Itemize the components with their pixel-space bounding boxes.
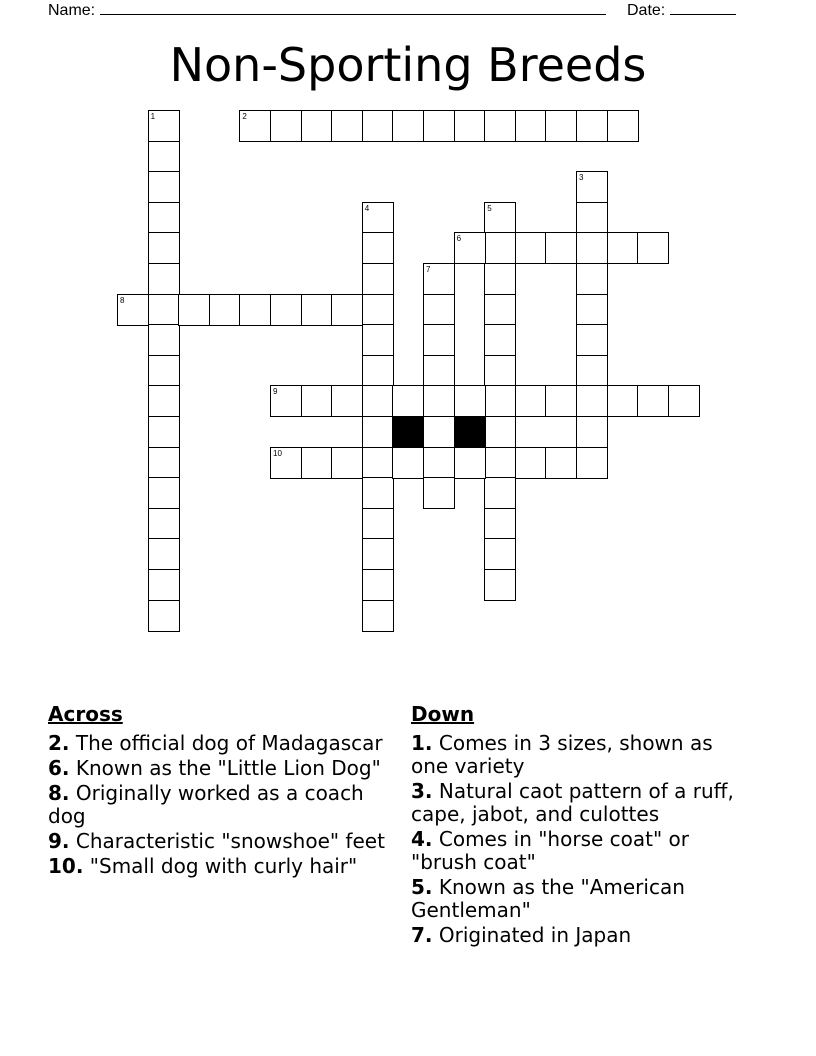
crossword-cell[interactable] [637, 385, 669, 417]
cell-number: 1 [150, 112, 156, 121]
crossword-cell[interactable] [362, 324, 394, 356]
page-title: Non-Sporting Breeds [169, 38, 647, 92]
crossword-cell[interactable] [484, 355, 516, 387]
crossword-cell[interactable] [576, 232, 608, 264]
crossword-cell[interactable] [545, 110, 577, 142]
crossword-cell[interactable] [362, 110, 394, 142]
clue-number: 10. [48, 854, 84, 878]
crossword-cell[interactable] [331, 385, 363, 417]
crossword-cell[interactable] [270, 110, 302, 142]
crossword-cell[interactable] [148, 324, 180, 356]
clue-text: Originated in Japan [432, 923, 632, 947]
clue-text: The official dog of Madagascar [69, 731, 383, 755]
crossword-cell[interactable] [423, 447, 455, 479]
crossword-cell[interactable] [148, 477, 180, 509]
cell-number: 7 [426, 265, 431, 274]
crossword-cell[interactable] [392, 110, 424, 142]
crossword-cell[interactable] [148, 294, 180, 326]
crossword-cell[interactable] [148, 263, 180, 295]
crossword-cell[interactable] [423, 263, 455, 295]
down-clue [411, 780, 751, 826]
down-clue [411, 924, 751, 947]
crossword-cell[interactable] [576, 324, 608, 356]
crossword-cell[interactable] [362, 447, 394, 479]
clue-number: 2. [48, 731, 70, 755]
crossword-cell[interactable] [148, 447, 180, 479]
crossword-cell[interactable] [484, 110, 516, 142]
crossword-cell[interactable] [454, 447, 486, 479]
crossword-cell[interactable] [423, 110, 455, 142]
crossword-cell[interactable] [515, 232, 547, 264]
crossword-cell[interactable] [637, 232, 669, 264]
crossword-cell[interactable] [454, 385, 486, 417]
cell-number: 8 [120, 295, 125, 305]
cell-number: 10 [273, 448, 282, 458]
crossword-cell[interactable] [331, 110, 363, 142]
crossword-cell[interactable] [270, 294, 302, 326]
crossword-cell[interactable] [423, 355, 455, 387]
clue-text: Known as the "Little Lion Dog" [69, 756, 381, 780]
crossword-cell[interactable] [423, 416, 455, 448]
cell-number: 4 [364, 203, 370, 213]
crossword-cell[interactable] [454, 110, 486, 142]
crossword-cell[interactable] [484, 447, 516, 479]
crossword-cell[interactable] [239, 294, 271, 326]
crossword-cell[interactable] [545, 385, 577, 417]
cell-number: 6 [456, 234, 462, 244]
crossword-cell[interactable] [362, 600, 394, 632]
crossword-cell[interactable] [148, 110, 180, 142]
crossword-cell[interactable] [607, 385, 639, 417]
clue-text: Comes in "horse coat" or "brush coat" [411, 827, 689, 874]
crossword-cell[interactable] [209, 294, 241, 326]
clue-number: 6. [48, 756, 70, 780]
crossword-cell[interactable] [515, 385, 547, 417]
crossword-cell[interactable] [576, 355, 608, 387]
crossword-cell[interactable] [576, 202, 608, 234]
clue-text: Originally worked as a coach dog [48, 781, 364, 828]
down-clue [411, 876, 751, 922]
clue-number: 9. [48, 829, 70, 853]
crossword-cell[interactable] [362, 416, 394, 448]
crossword-cell[interactable] [362, 355, 394, 387]
crossword-cell[interactable] [576, 416, 608, 448]
crossword-cell[interactable] [148, 569, 180, 601]
clue-text: Natural caot pattern of a ruff, cape, jabot, and culottes [411, 779, 734, 826]
clue-text: "Small dog with curly hair" [83, 854, 358, 878]
crossword-cell[interactable] [576, 447, 608, 479]
crossword-cell[interactable] [454, 232, 486, 264]
crossword-cell[interactable] [423, 294, 455, 326]
crossword-cell[interactable] [148, 171, 180, 203]
crossword-cell[interactable] [331, 294, 363, 326]
crossword-cell[interactable] [117, 294, 149, 326]
crossword-cell[interactable] [301, 110, 333, 142]
crossword-cell[interactable] [148, 538, 180, 570]
across-clue [48, 757, 388, 780]
crossword-cell[interactable] [301, 447, 333, 479]
crossword-cell[interactable] [423, 324, 455, 356]
across-clue [48, 782, 388, 828]
black-square [392, 416, 424, 448]
clue-number: 3. [411, 779, 433, 803]
cell-number: 9 [273, 387, 278, 397]
cell-number: 5 [487, 203, 492, 213]
crossword-cell[interactable] [362, 263, 394, 295]
crossword-cell[interactable] [362, 202, 394, 234]
crossword-cell[interactable] [484, 416, 516, 448]
crossword-cell[interactable] [148, 232, 180, 264]
crossword-cell[interactable] [362, 294, 394, 326]
crossword-cell[interactable] [484, 569, 516, 601]
crossword-cell[interactable] [423, 385, 455, 417]
cell-number: 2 [242, 112, 247, 121]
crossword-cell[interactable] [362, 385, 394, 417]
crossword-cell[interactable] [515, 110, 547, 142]
crossword-cell[interactable] [148, 508, 180, 540]
down-clues [411, 702, 751, 949]
crossword-cell[interactable] [362, 508, 394, 540]
across-heading: Across [48, 702, 123, 726]
crossword-cell[interactable] [668, 385, 700, 417]
crossword-cell[interactable] [545, 447, 577, 479]
crossword-cell[interactable] [576, 171, 608, 203]
clue-number: 1. [411, 731, 433, 755]
crossword-cell[interactable] [392, 447, 424, 479]
crossword-cell[interactable] [576, 110, 608, 142]
crossword-cell[interactable] [484, 232, 516, 264]
down-heading: Down [411, 702, 475, 726]
clue-number: 8. [48, 781, 70, 805]
crossword-cell[interactable] [148, 385, 180, 417]
clue-text: Characteristic "snowshoe" feet [69, 829, 385, 853]
crossword-cell[interactable] [484, 263, 516, 295]
crossword-cell[interactable] [148, 202, 180, 234]
crossword-cell[interactable] [515, 447, 547, 479]
name-label: Name: [48, 2, 96, 19]
across-clue [48, 732, 388, 755]
crossword-cell[interactable] [270, 385, 302, 417]
date-label: Date: [627, 2, 666, 19]
crossword-cell[interactable] [178, 294, 210, 326]
crossword-cell[interactable] [148, 416, 180, 448]
crossword-cell[interactable] [484, 508, 516, 540]
crossword-cell[interactable] [576, 385, 608, 417]
cell-number: 3 [579, 173, 584, 183]
across-clues [48, 702, 388, 880]
crossword-cell[interactable] [362, 477, 394, 509]
down-clue [411, 828, 751, 874]
clue-text: Comes in 3 sizes, shown as one variety [411, 731, 713, 778]
clue-number: 5. [411, 875, 433, 899]
crossword-cell[interactable] [362, 232, 394, 264]
crossword-cell[interactable] [484, 324, 516, 356]
crossword-cell[interactable] [148, 600, 180, 632]
crossword-cell[interactable] [362, 538, 394, 570]
across-clue [48, 855, 388, 878]
crossword-cell[interactable] [362, 569, 394, 601]
across-clue [48, 830, 388, 853]
crossword-cell[interactable] [607, 110, 639, 142]
down-clue [411, 732, 751, 778]
crossword-cell[interactable] [576, 263, 608, 295]
crossword-cell[interactable] [301, 294, 333, 326]
crossword-cell[interactable] [545, 232, 577, 264]
crossword-cell[interactable] [270, 447, 302, 479]
crossword-cell[interactable] [148, 141, 180, 173]
crossword-cell[interactable] [148, 355, 180, 387]
crossword-cell[interactable] [484, 294, 516, 326]
crossword-cell[interactable] [576, 294, 608, 326]
clue-number: 7. [411, 923, 433, 947]
black-square [454, 416, 486, 448]
crossword-cell[interactable] [392, 385, 424, 417]
crossword-cell[interactable] [423, 477, 455, 509]
crossword-cell[interactable] [301, 385, 333, 417]
crossword-cell[interactable] [484, 477, 516, 509]
crossword-cell[interactable] [484, 538, 516, 570]
clue-number: 4. [411, 827, 433, 851]
crossword-cell[interactable] [239, 110, 271, 142]
crossword-cell[interactable] [607, 232, 639, 264]
crossword-cell[interactable] [331, 447, 363, 479]
clue-text: Known as the "American Gentleman" [411, 875, 685, 922]
crossword-cell[interactable] [484, 385, 516, 417]
crossword-cell[interactable] [484, 202, 516, 234]
